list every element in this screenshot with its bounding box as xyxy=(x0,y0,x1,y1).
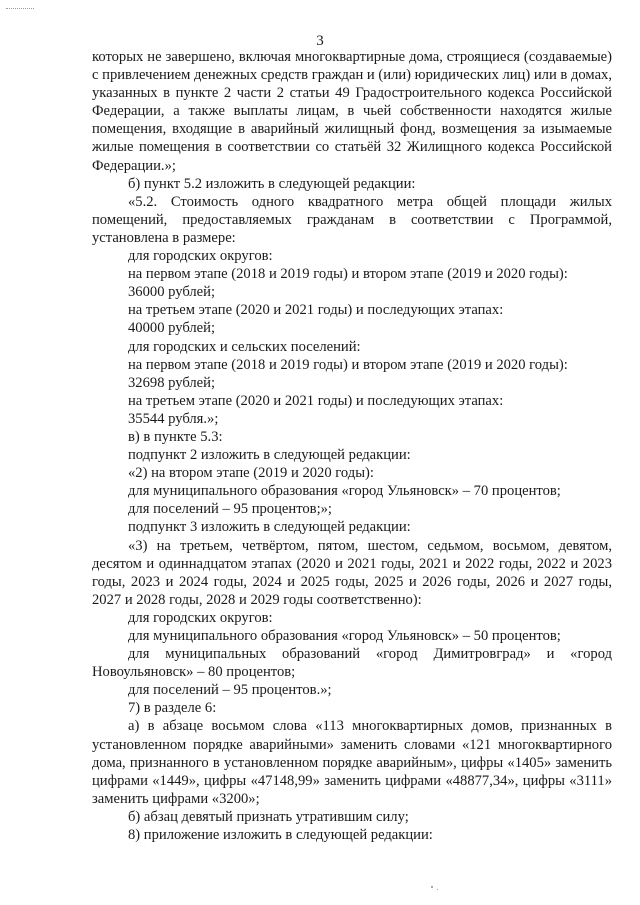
document-paragraph: «3) на третьем, четвёртом, пятом, шестом, седьмом, восьмом, девятом, десятом и одиннадцатом этапах (2020 и 2021 годы, 2021 и 2022 годы, 2022 и 2023 годы, 2023 и 2024 годы, 2024 и 2025 годы, 2025 и 2026 годы, 2026 и 2027 годы, 2027 и 2028 годы, 2028 и 2029 годы соответственно): xyxy=(92,537,612,608)
document-paragraph: для муниципального образования «город Ульяновск» – 70 процентов; xyxy=(128,483,561,500)
scan-corner-mark xyxy=(6,8,34,11)
document-paragraph: для поселений – 95 процентов;»; xyxy=(128,501,332,518)
document-paragraph: на третьем этапе (2020 и 2021 годы) и последующих этапах: xyxy=(128,302,504,319)
document-paragraph: «5.2. Стоимость одного квадратного метра общей площади жилых помещений, предоставляемых гражданам в соответствии с Программой, установлена в размере: xyxy=(92,193,612,246)
document-paragraph: 7) в разделе 6: xyxy=(128,700,217,717)
document-body xyxy=(92,48,612,844)
document-paragraph: подпункт 2 изложить в следующей редакции: xyxy=(128,447,411,464)
document-paragraph: 35544 рубля.»; xyxy=(128,410,219,427)
document-paragraph: в) в пункте 5.3: xyxy=(128,428,223,445)
document-paragraph: которых не завершено, включая многоквартирные дома, строящиеся (создаваемые) с привлечением денежных средств граждан и (или) юридических лиц) или в домах, указанных в пункте 2 части 2 статьи 49 Градостроительного кодекса Российской Федерации, а также выплаты лицам, в чьей собственности находятся жилые помещения, входящие в аварийный жилищный фонд, возмещения за изымаемые жилые помещения в соответствии со статьёй 32 Жилищного кодекса Российской Федерации.»; xyxy=(92,49,612,174)
document-paragraph: для муниципальных образований «город Димитровград» и «город Новоульяновск» – 80 процентов; xyxy=(92,646,612,681)
document-paragraph: «2) на втором этапе (2019 и 2020 годы): xyxy=(128,465,374,482)
document-paragraph: на третьем этапе (2020 и 2021 годы) и последующих этапах: xyxy=(128,392,504,409)
document-paragraph: 36000 рублей; xyxy=(128,284,216,301)
document-paragraph: 40000 рублей; xyxy=(128,320,216,337)
scan-artifact xyxy=(437,889,438,890)
page-number: 3 xyxy=(316,33,324,49)
document-paragraph: 32698 рублей; xyxy=(128,374,216,391)
document-paragraph: для городских и сельских поселений: xyxy=(128,338,361,355)
document-paragraph: для городских округов: xyxy=(128,609,273,626)
document-paragraph: для муниципального образования «город Ульяновск» – 50 процентов; xyxy=(128,628,561,644)
scan-artifact xyxy=(431,886,433,888)
document-paragraph: подпункт 3 изложить в следующей редакции: xyxy=(128,519,411,536)
document-paragraph: для поселений – 95 процентов.»; xyxy=(128,682,332,699)
document-paragraph: для городских округов: xyxy=(128,248,273,265)
document-paragraph: на первом этапе (2018 и 2019 годы) и втором этапе (2019 и 2020 годы): xyxy=(128,356,568,373)
document-paragraph: б) пункт 5.2 изложить в следующей редакции: xyxy=(128,175,416,192)
document-paragraph: б) абзац девятый признать утратившим силу; xyxy=(128,808,409,825)
document-paragraph: на первом этапе (2018 и 2019 годы) и втором этапе (2019 и 2020 годы): xyxy=(128,266,568,283)
document-paragraph: 8) приложение изложить в следующей редакции: xyxy=(128,827,433,844)
document-paragraph: а) в абзаце восьмом слова «113 многоквартирных домов, признанных в установленном порядке аварийными» заменить словами «121 многоквартирного дома, признанного в установленном порядке аварийным», цифры «1405» заменить цифрами «1449», цифры «47148,99» заменить цифрами «48877,34», цифры «3111» заменить цифрами «3200»; xyxy=(92,718,612,807)
